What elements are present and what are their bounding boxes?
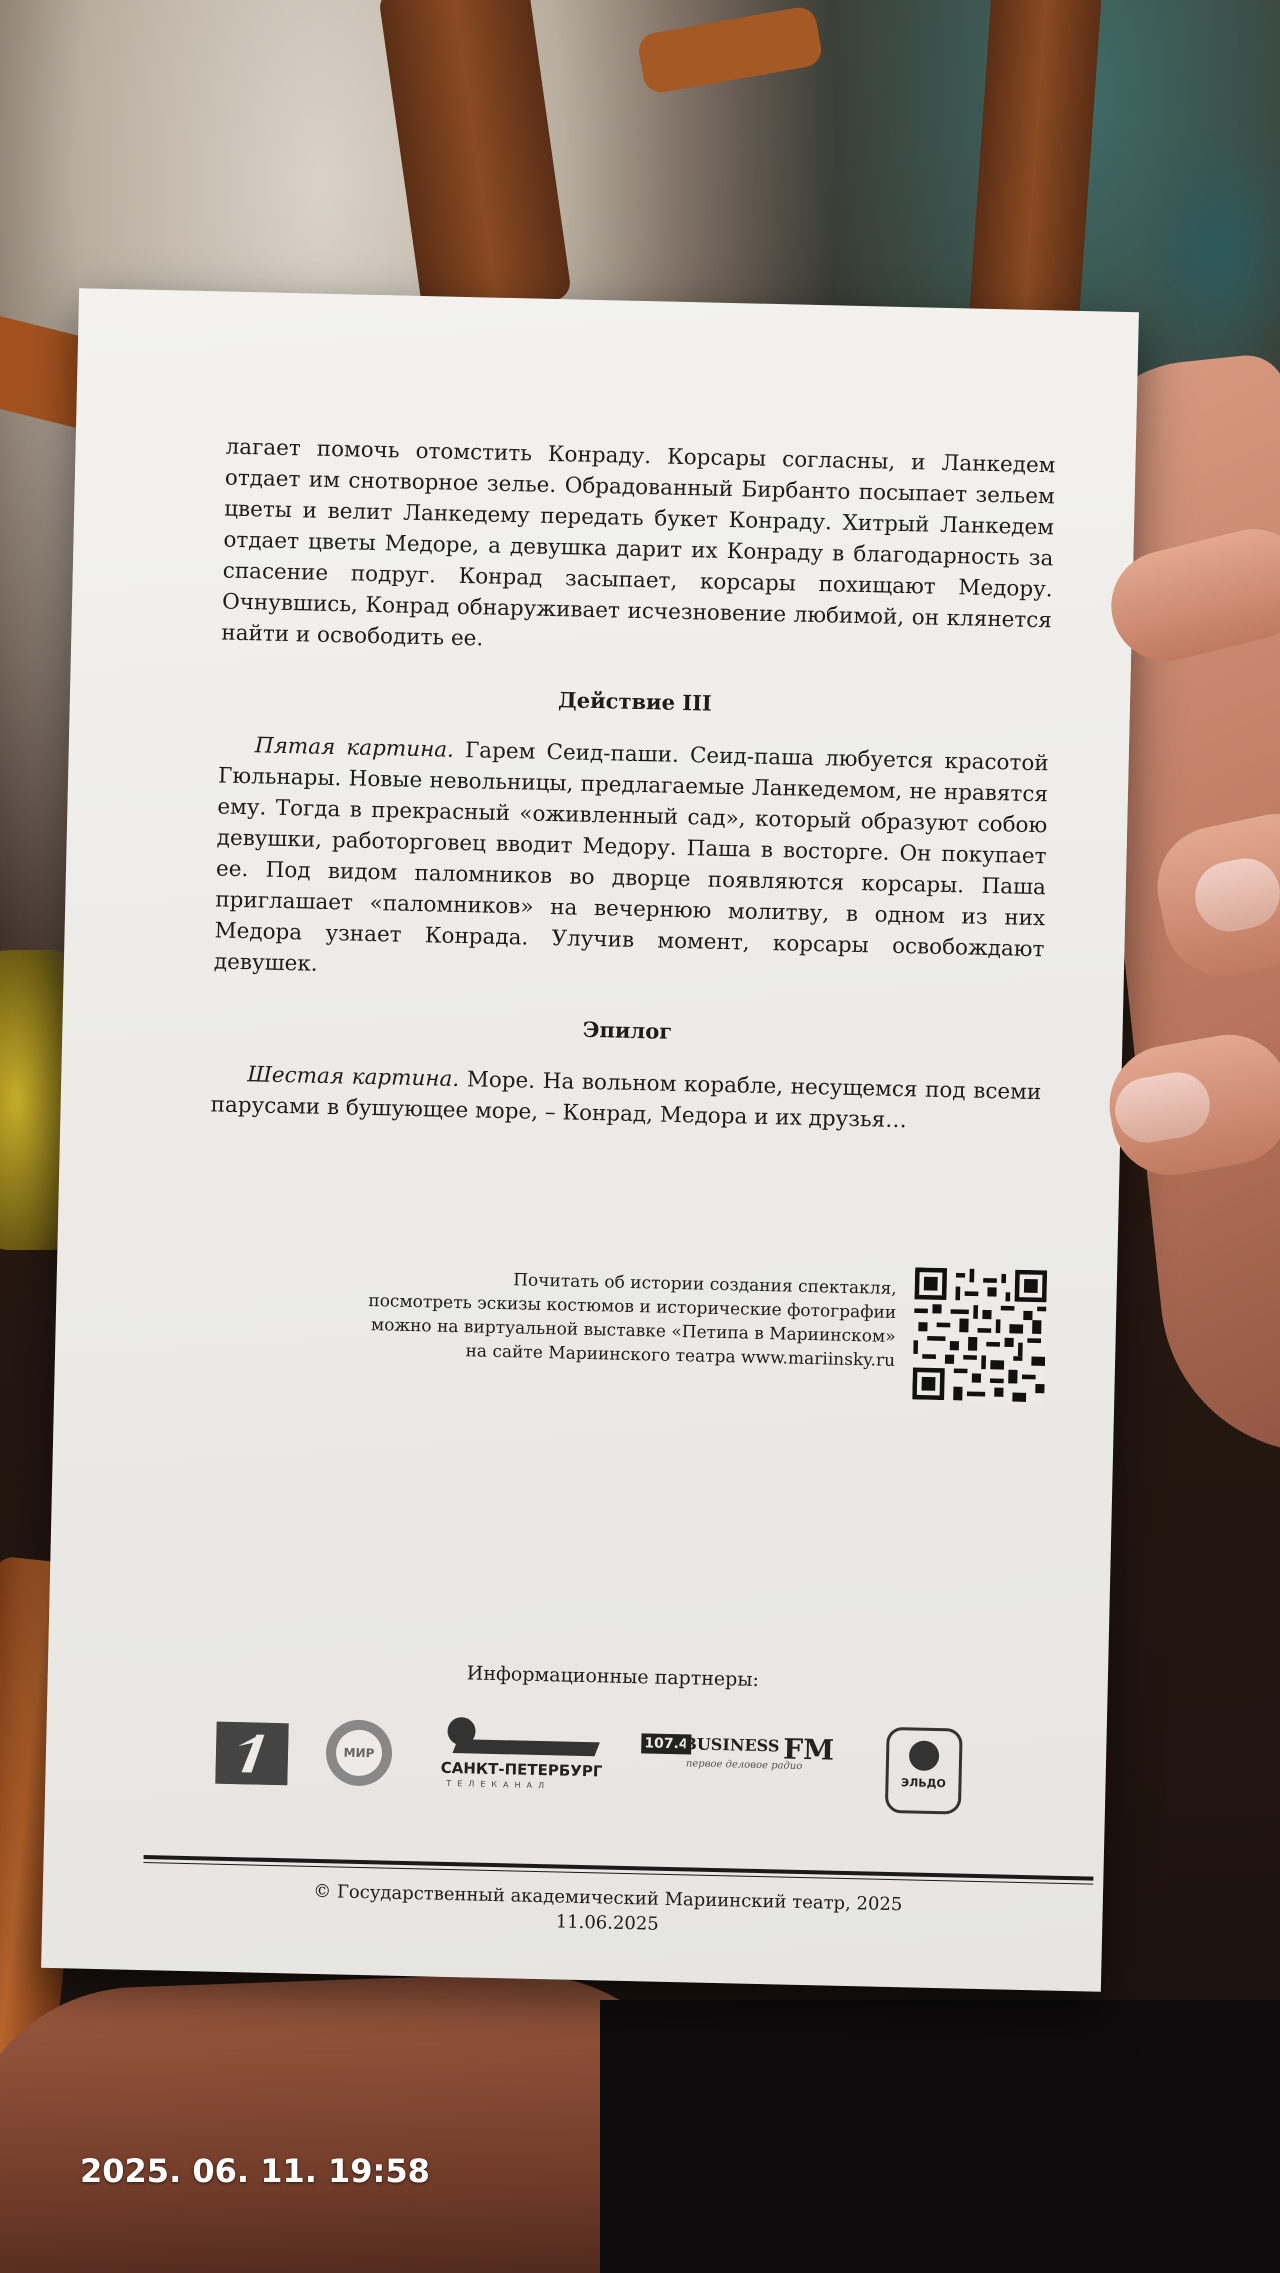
qr-caption-line: можно на виртуальной выставке «Петипа в Мариинском» [370, 1315, 896, 1347]
qr-caption-line: посмотреть эскизы костюмов и исторические фотографии [368, 1291, 897, 1323]
spb-tv-logo-subtext: ТЕЛЕКАНАЛ [446, 1778, 551, 1791]
business-fm-logo-subtext: первое деловое радио [685, 1758, 803, 1772]
chair-back [378, 0, 572, 319]
spb-tv-bar-icon [453, 1739, 600, 1756]
footer [192, 1876, 1023, 1945]
scene-paragraph [210, 1058, 1041, 1139]
scene-paragraph [214, 729, 1049, 996]
background-seat [1140, 120, 1280, 380]
eldo-radio-logo-text: ЭЛЬДО [900, 1776, 947, 1791]
print-date: 11.06.2025 [555, 1911, 659, 1935]
spb-tv-logo-text: САНКТ-ПЕТЕРБУРГ [440, 1758, 603, 1781]
channel-one-logo [215, 1722, 288, 1786]
scene-title: Шестая картина. [247, 1062, 460, 1093]
dark-clothing [600, 2000, 1280, 2273]
synopsis-text [210, 432, 1055, 1140]
eldo-radio-emblem-icon [909, 1740, 940, 1771]
qr-caption-line: Почитать об истории создания спектакля, [512, 1270, 897, 1299]
partner-logos [195, 1711, 1027, 1820]
mir-logo [325, 1719, 392, 1786]
synopsis-paragraph: лагает помочь отомстить Конраду. Корсары согласны, и Ланкедем отдает им снотворное зелье. Обрадованный Бирбанто посыпает зельем цветы и велит Ланкедему передать букет Конраду. Хитрый Ланкедем отдает цветы Медоре, а девушка дарит их Конраду в благодарность за спасение подруг. Конрад засыпает, корсары похищают Медору. Очнувшись, Конрад обнаруживает исчезновение любимой, он клянется найти и освободить ее. [221, 434, 1056, 652]
act-heading: Действие III [557, 687, 713, 716]
scene-title: Пятая картина. [254, 733, 455, 763]
qr-code-icon[interactable] [912, 1267, 1047, 1402]
chair-armrest [636, 5, 824, 95]
spb-tv-logo [440, 1717, 602, 1801]
chair-back [968, 0, 1103, 343]
scene-text: Море. На вольном корабле, несущемся под всеми парусами в бушующее море, – Конрад, Медора и их друзья… [210, 1067, 1042, 1134]
channel-one-icon [215, 1722, 288, 1786]
qr-caption-line: на сайте Мариинского театра www.mariinsky.ru [465, 1341, 896, 1371]
footer-divider [144, 1855, 1094, 1881]
scene-text: Гарем Сеид-паши. Сеид-паша любуется красотой Гюльнары. Новые невольницы, предлагаемые Ланкедемом, не нравятся ему. Тогда в прекрасный «оживленный сад», который образуют собою девушки, работорговец вводит Медору. Паша в восторге. Он покупает ее. Под видом паломников во дворце появляются корсары. Паша приглашает «паломников» на вечернюю молитву, в одном из них Медора узнает Конрада. Улучив момент, корсары освобождают девушек. [213, 737, 1049, 977]
epilogue-heading: Эпилог [582, 1016, 673, 1044]
business-fm-frequency: 107.4 [641, 1733, 692, 1754]
copyright-text: © Государственный академический Мариинский театр, 2025 [313, 1880, 903, 1916]
eldo-radio-logo [885, 1727, 963, 1815]
mir-logo-text: МИР [336, 1729, 383, 1776]
partners-label: Информационные партнеры: [466, 1662, 760, 1691]
qr-section [224, 1252, 1047, 1421]
business-fm-logo-fm: FM [782, 1732, 835, 1767]
business-fm-logo [640, 1733, 841, 1798]
qr-caption [295, 1263, 897, 1373]
business-fm-logo-text: BUSINESS [683, 1734, 780, 1756]
photo-timestamp: 2025. 06. 11. 19:58 [80, 2152, 430, 2190]
program-sheet [41, 288, 1139, 1992]
